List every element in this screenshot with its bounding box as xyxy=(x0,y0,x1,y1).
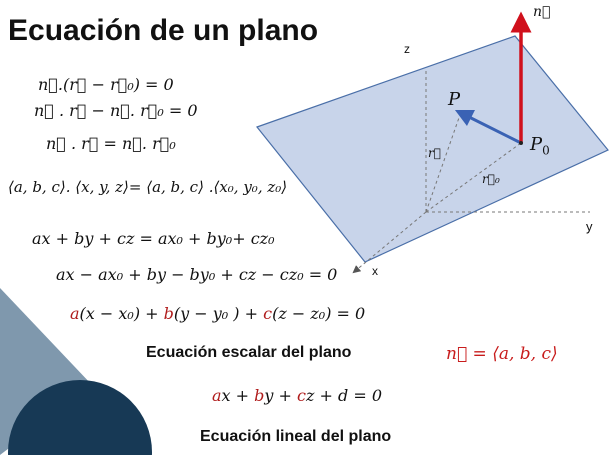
equation-4: ⟨a, b, c⟩. ⟨x, y, z⟩= ⟨a, b, c⟩ .⟨x₀, y₀, z₀⟩ xyxy=(8,178,288,196)
normal-vector-label: n⃗ xyxy=(533,4,551,20)
axis-x-label: x xyxy=(372,264,378,278)
page-title: Ecuación de un plano xyxy=(8,14,319,47)
point-p0-label: $P_0$ xyxy=(530,134,550,158)
coef-a: a xyxy=(70,304,80,323)
equation-6: ax − ax₀ + by − by₀ + cz − cz₀ = 0 xyxy=(56,265,338,284)
coef-a: a xyxy=(212,386,222,405)
equation-8: ax + by + cz + d = 0 xyxy=(212,386,383,405)
point-p0 xyxy=(519,141,523,145)
coef-b: b xyxy=(163,304,174,323)
axis-y-label: y xyxy=(586,219,593,234)
equation-3: n⃗ . r⃗ = n⃗. r⃗₀ xyxy=(46,134,176,153)
equation-1: n⃗.(r⃗ − r⃗₀) = 0 xyxy=(38,75,174,94)
point-p-label: P xyxy=(448,89,461,110)
coef-c: c xyxy=(263,304,273,323)
coef-b: b xyxy=(254,386,265,405)
equation-2: n⃗ . r⃗ − n⃗. r⃗₀ = 0 xyxy=(34,101,198,120)
coef-c: c xyxy=(297,386,306,405)
equation-7: a(x − x₀) + b(y − y₀ ) + c(z − z₀) = 0 xyxy=(70,304,366,323)
vector-r0-label: r⃗₀ xyxy=(482,172,500,186)
normal-definition: n⃗ = ⟨a, b, c⟩ xyxy=(446,344,558,364)
axis-z-label: z xyxy=(404,42,410,56)
equation-5: ax + by + cz = ax₀ + by₀+ cz₀ xyxy=(32,229,275,248)
linear-equation-label: Ecuación lineal del plano xyxy=(200,428,392,445)
vector-r-label: r⃗ xyxy=(428,146,441,160)
scalar-equation-label: Ecuación escalar del plano xyxy=(146,344,352,361)
